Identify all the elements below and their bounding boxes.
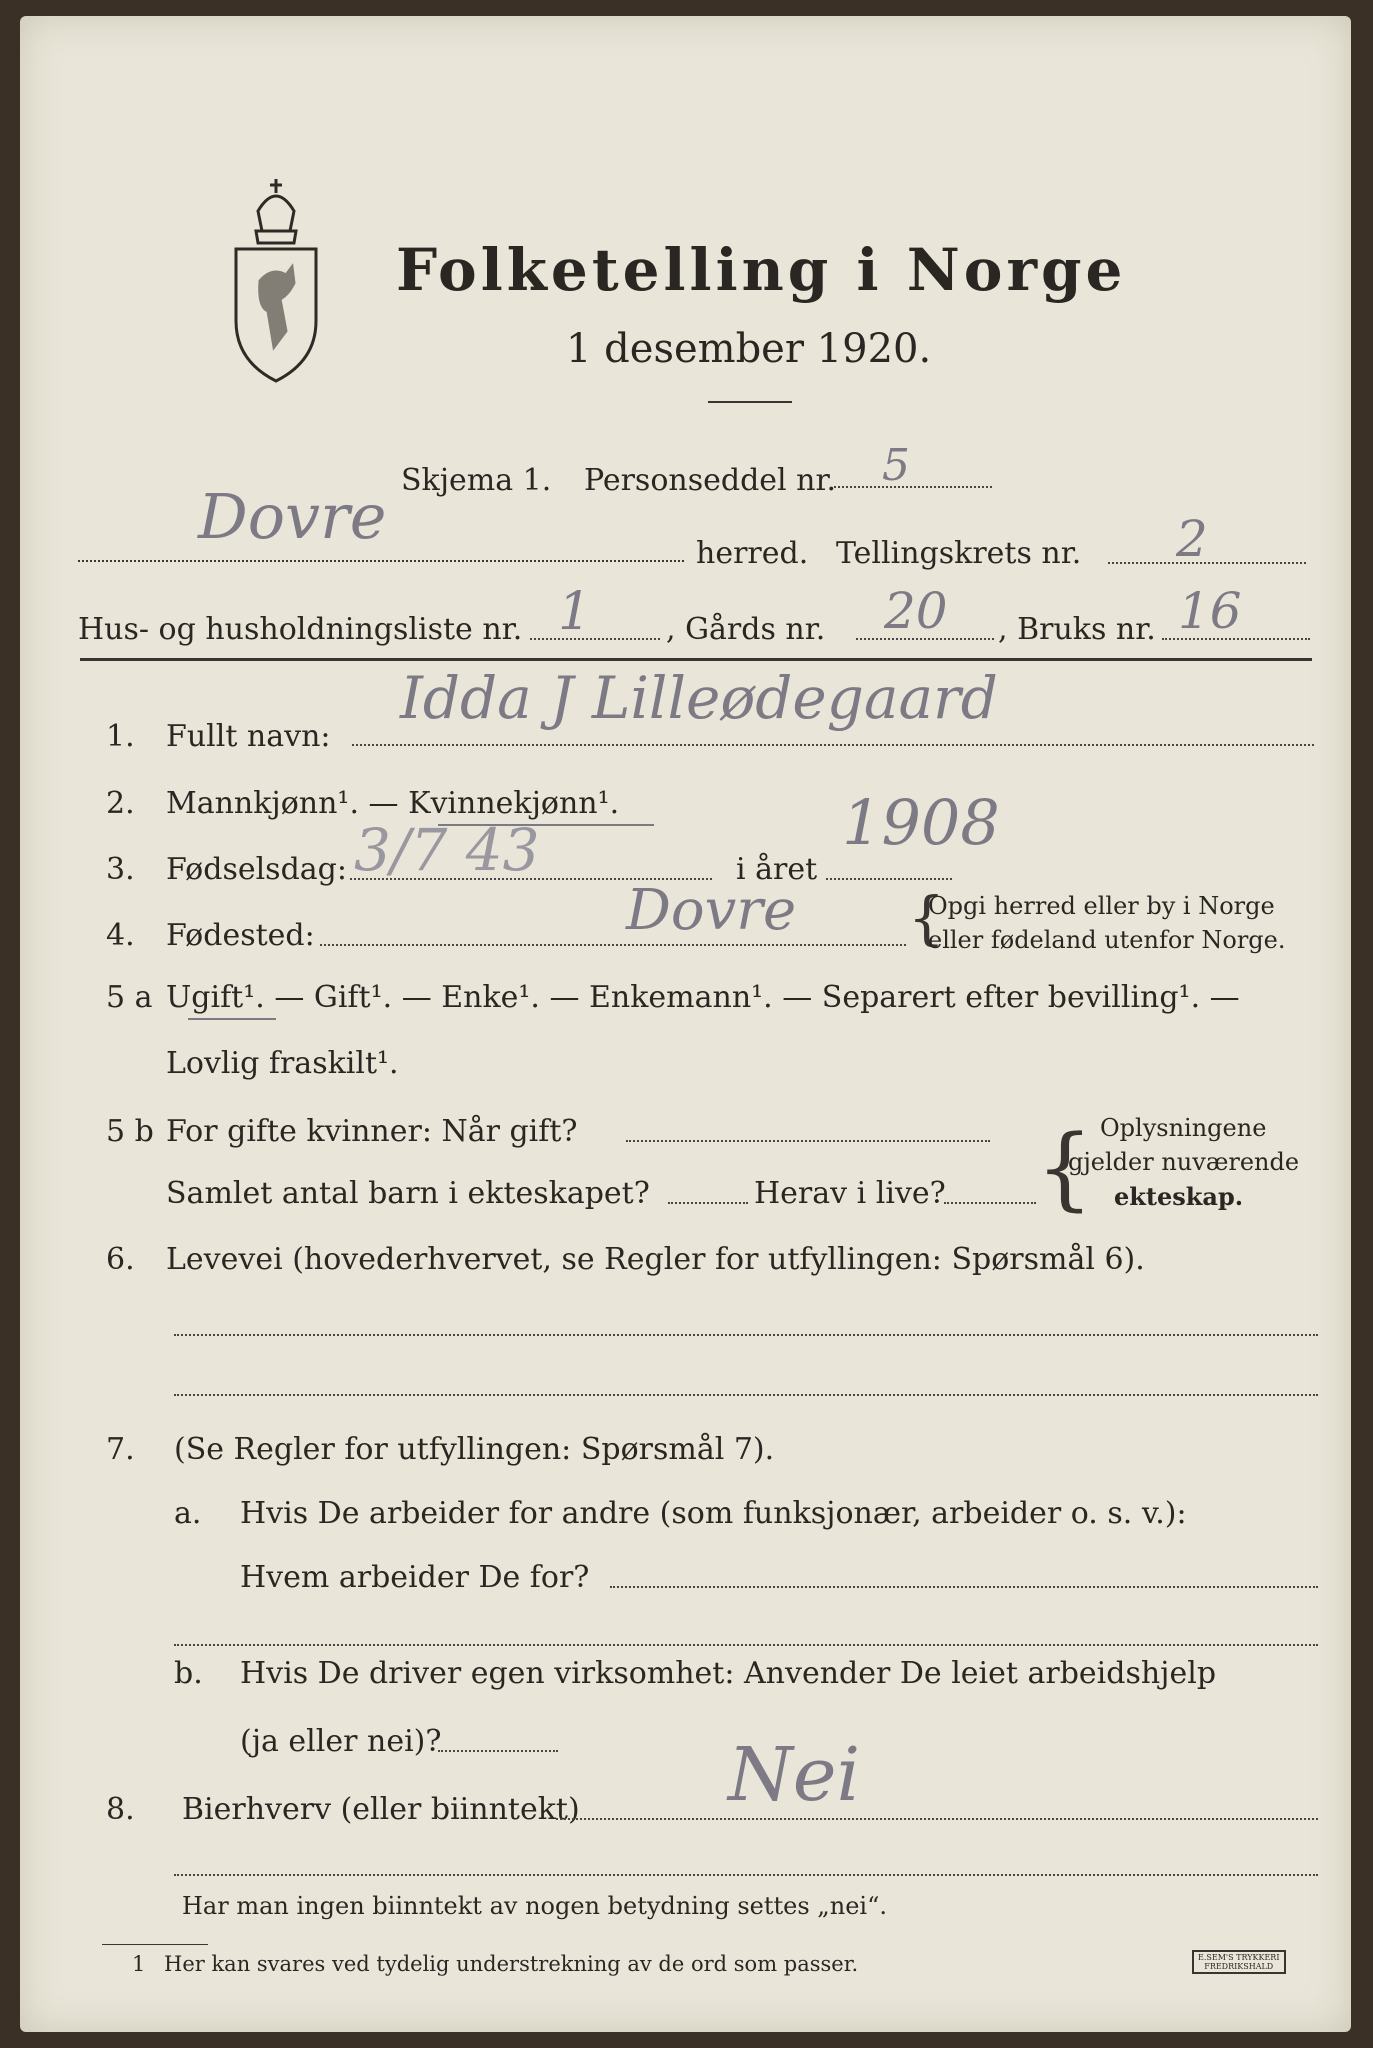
herred-label: herred.: [696, 536, 809, 571]
schema-label: Skjema 1.: [401, 463, 552, 498]
personseddel-label: Personseddel nr.: [584, 463, 837, 498]
q7a-letter: a.: [174, 1496, 202, 1531]
title-divider: [708, 401, 792, 403]
footnote-divider: [102, 1944, 208, 1945]
q8-label: Bierhverv (eller biinntekt): [182, 1792, 580, 1827]
hired-help-field-line: [438, 1750, 558, 1752]
bruks-label: , Bruks nr.: [998, 612, 1156, 647]
herred-value[interactable]: Dovre: [198, 480, 387, 553]
marital-status-options[interactable]: Ugift¹. — Gift¹. — Enke¹. — Enkemann¹. — Separert efter bevilling¹. —: [166, 980, 1240, 1015]
herred-field-line: [78, 560, 684, 562]
marital-status-options-cont[interactable]: Lovlig fraskilt¹.: [166, 1046, 399, 1081]
q5a-number: 5 a: [106, 980, 153, 1015]
personseddel-field-line: [834, 486, 992, 488]
birth-year-value[interactable]: 1908: [842, 786, 1000, 859]
employer-field-line: [610, 1586, 1318, 1588]
personseddel-value[interactable]: 5: [882, 440, 910, 491]
gards-label: , Gårds nr.: [666, 612, 826, 647]
q1-field-line: [352, 744, 1314, 746]
q7b-label: Hvis De driver egen virksomhet: Anvender De leiet arbeidshjelp: [240, 1656, 1217, 1691]
census-date: 1 desember 1920.: [566, 326, 932, 372]
gender-options[interactable]: Mannkjønn¹. — Kvinnekjønn¹.: [166, 786, 620, 821]
q4-note-line1: Opgi herred eller by i Norge: [928, 892, 1275, 920]
full-name-value[interactable]: Idda J Lilleødegaard: [400, 664, 998, 732]
children-alive-field-line: [944, 1202, 1036, 1204]
q5b-brace: {: [1036, 1116, 1094, 1221]
q7-label: (Se Regler for utfyllingen: Spørsmål 7).: [174, 1432, 775, 1467]
birthday-value[interactable]: 3/7 43: [354, 816, 540, 884]
q7b-yesno-label: (ja eller nei)?: [240, 1724, 442, 1759]
q2-number: 2.: [106, 786, 135, 821]
q1-number: 1.: [106, 719, 135, 754]
form-title: Folketelling i Norge: [396, 236, 1127, 304]
q5b-married-label: For gifte kvinner: Når gift?: [166, 1114, 578, 1149]
birth-year-label: i året: [736, 852, 818, 887]
birth-year-field-line: [826, 878, 952, 880]
bruks-value[interactable]: 16: [1178, 582, 1242, 640]
hus-field-line: [530, 638, 660, 640]
hus-value[interactable]: 1: [558, 582, 592, 642]
q4-number: 4.: [106, 918, 135, 953]
side-income-value[interactable]: Nei: [728, 1732, 861, 1818]
married-when-field-line: [626, 1140, 990, 1142]
occupation-field-line-2: [174, 1394, 1318, 1396]
birthplace-value[interactable]: Dovre: [626, 878, 797, 943]
q3-number: 3.: [106, 852, 135, 887]
q5b-number: 5 b: [106, 1114, 154, 1149]
q5b-note-line2: gjelder nuværende: [1068, 1148, 1300, 1176]
tellingskrets-value[interactable]: 2: [1176, 510, 1208, 568]
q7b-letter: b.: [174, 1656, 203, 1691]
printer-stamp-line2: FREDRIKSHALD: [1204, 1962, 1274, 1971]
q8-number: 8.: [106, 1792, 135, 1827]
q4-label: Fødested:: [166, 918, 315, 953]
q7a-label: Hvis De arbeider for andre (som funksjonær, arbeider o. s. v.):: [240, 1496, 1187, 1531]
occupation-field-line-1: [174, 1334, 1318, 1336]
side-income-note: Har man ingen biinntekt av nogen betydning settes „nei“.: [182, 1892, 887, 1920]
census-form-page: [20, 16, 1351, 2032]
hus-label: Hus- og husholdningsliste nr.: [78, 612, 523, 647]
marital-status-underline: [188, 1018, 276, 1020]
q6-label: Levevei (hovederhvervet, se Regler for utfyllingen: Spørsmål 6).: [166, 1242, 1145, 1277]
gards-value[interactable]: 20: [884, 582, 948, 640]
q7a-employer-label: Hvem arbeider De for?: [240, 1560, 590, 1595]
header-divider: [80, 658, 1312, 661]
printer-stamp: [1192, 1950, 1286, 1974]
side-income-field-line-2: [174, 1874, 1318, 1876]
side-income-field-line: [556, 1818, 1318, 1820]
birthplace-field-line: [320, 944, 906, 946]
q5b-alive-label: Herav i live?: [754, 1176, 946, 1211]
employer-field-line-2: [174, 1644, 1318, 1646]
q4-note-line2: eller fødeland utenfor Norge.: [928, 926, 1286, 954]
footnote-text: Her kan svares ved tydelig understrekning av de ord som passer.: [164, 1952, 859, 1976]
q4-brace: {: [908, 884, 945, 952]
q7-number: 7.: [106, 1432, 135, 1467]
footnote-marker: 1: [132, 1952, 146, 1976]
q5b-children-label: Samlet antal barn i ekteskapet?: [166, 1176, 650, 1211]
q5b-note-line1: Oplysningene: [1100, 1114, 1267, 1142]
q3-label: Fødselsdag:: [166, 852, 347, 887]
q1-label: Fullt navn:: [166, 719, 331, 754]
printer-stamp-line1: E.SEM'S TRYKKERI: [1198, 1953, 1280, 1962]
children-count-field-line: [668, 1202, 748, 1204]
norwegian-coat-of-arms-icon: [228, 171, 324, 386]
tellingskrets-label: Tellingskrets nr.: [836, 536, 1082, 571]
q6-number: 6.: [106, 1242, 135, 1277]
q5b-note-line3: ekteskap.: [1114, 1182, 1244, 1211]
